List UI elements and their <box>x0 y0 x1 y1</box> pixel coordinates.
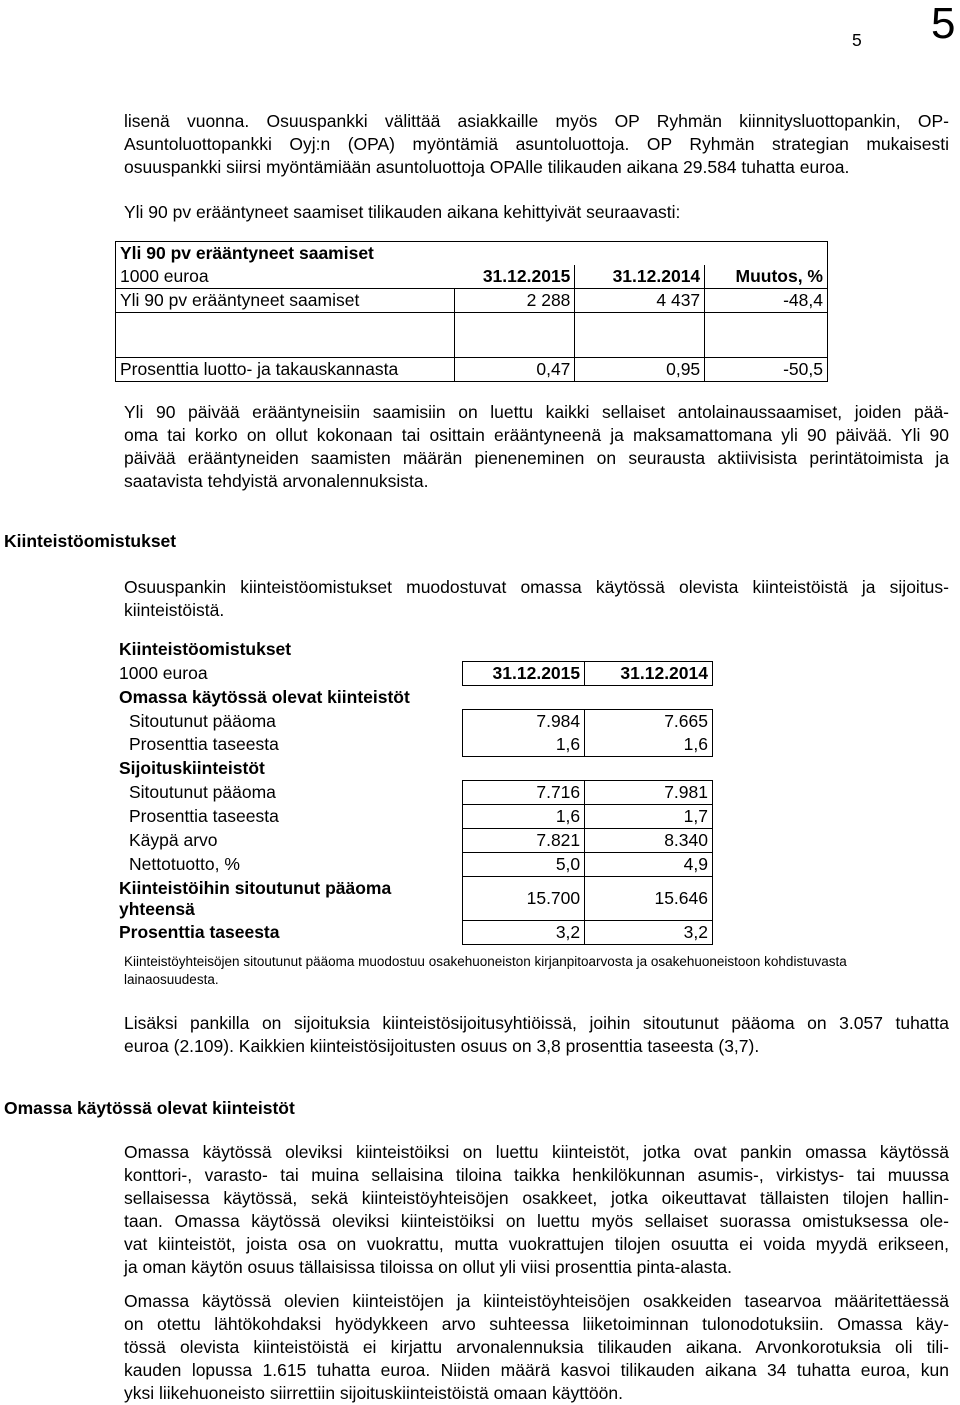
property-row-label: Käypä arvo <box>129 830 218 850</box>
text-line: sellaisessa käytössä, sekä kiinteistöyhteisöjen osakkeet, jotka oikeuttavat tällaisten tilojen hallin- <box>124 1188 949 1208</box>
text-line: euroa (2.109). Kaikkien kiinteistösijoitusten osuus on 3,8 prosenttia taseesta (3,7). <box>124 1036 760 1056</box>
property-total-label <box>115 877 463 921</box>
text-line: lisenä vuonna. Osuuspankki välittää asiakkaille myös OP Ryhmän kiinnitysluottopankin, OP- <box>124 111 949 131</box>
property-row-v1: 7.716 <box>463 781 585 805</box>
property-row-label: Prosenttia taseesta <box>129 806 279 826</box>
property-row-v1: 1,6 <box>463 733 585 757</box>
property-row-label: Omassa käytössä olevat kiinteistöt <box>119 687 410 707</box>
section2-paragraph2 <box>124 1290 949 1405</box>
text-line: Omassa käytössä oleviksi kiinteistöiksi on luettu kiinteistöt, jotka ovat pankin omassa käytössä <box>124 1142 949 1162</box>
overdue-col-2015: 31.12.2015 <box>454 265 575 289</box>
property-row-v2: 1,7 <box>585 805 713 829</box>
property-table-unit: 1000 euroa <box>119 663 208 683</box>
property-row-v1: 1,6 <box>463 805 585 829</box>
page-number-small: 5 <box>852 30 862 50</box>
overdue-row-v3: -50,5 <box>705 358 828 382</box>
overdue-row-v2: 4 437 <box>575 289 705 313</box>
overdue-col-change: Muutos, % <box>705 265 828 289</box>
text-line: yksi liikehuoneisto siirrettiin sijoituskiinteistöistä omaan käyttöön. <box>124 1383 623 1403</box>
text-line: lainaosuudesta. <box>124 972 219 987</box>
property-row-v2: 8.340 <box>585 829 713 853</box>
property-row-v2: 1,6 <box>585 733 713 757</box>
page-number-large: 5 <box>931 0 956 48</box>
property-row-v2: 7.981 <box>585 781 713 805</box>
overdue-row-label: Prosenttia luotto- ja takauskannasta <box>116 358 455 382</box>
text-line: taan. Omassa käytössä oleviksi kiinteistöiksi on luettu myös sellaiset suorassa omistuksessa ole- <box>124 1211 949 1231</box>
overdue-row-v3: -48,4 <box>705 289 828 313</box>
property-col-2015: 31.12.2015 <box>463 662 585 686</box>
property-row-label: Prosenttia taseesta <box>119 922 280 942</box>
property-row-label: Prosenttia taseesta <box>129 734 279 755</box>
property-row-v1: 7.821 <box>463 829 585 853</box>
overdue-paragraph <box>124 401 949 493</box>
property-col-2014: 31.12.2014 <box>585 662 713 686</box>
overdue-row-v2: 0,95 <box>575 358 705 382</box>
property-row-v1: 15.700 <box>463 877 585 921</box>
footnote <box>124 953 944 989</box>
property-total-label-line2: yhteensä <box>119 898 195 919</box>
text-line: Yli 90 päivää erääntyneisiin saamisiin on luettu kaikki sellaiset antolainaussaamiset, joiden pää- <box>124 402 949 422</box>
text-line: oma tai korko on ollut kokonaan tai osittain erääntyneenä ja maksamattomana yli 90 päivää. Yli 90 <box>124 425 949 445</box>
text-line: Kiinteistöyhteisöjen sitoutunut pääoma muodostuu osakehuoneiston kirjanpitoarvosta ja osakehuoneistoon kohdistuvasta <box>124 954 847 969</box>
text-line: kiinteistöistä. <box>124 600 225 620</box>
property-table-title: Kiinteistöomistukset <box>119 639 292 659</box>
overdue-table-unit: 1000 euroa <box>116 265 455 289</box>
overdue-row-v1: 2 288 <box>454 289 575 313</box>
extra-paragraph <box>124 1012 949 1058</box>
property-row-v1: 3,2 <box>463 921 585 945</box>
text-line: ja oman käytön osuus tällaisissa tiloissa on ollut yli viisi prosenttia pinta-alasta. <box>124 1257 732 1277</box>
overdue-row-label: Yli 90 pv erääntyneet saamiset <box>116 289 455 313</box>
property-row-v1: 7.984 <box>463 710 585 734</box>
property-row-label: Sitoutunut pääoma <box>129 710 276 731</box>
text-line: Osuuspankin kiinteistöomistukset muodostuvat omassa käytössä olevista kiinteistöistä ja sijoitus- <box>124 577 949 597</box>
property-total-label-line1: Kiinteistöihin sitoutunut pääoma <box>119 877 392 898</box>
overdue-intro: Yli 90 pv erääntyneet saamiset tilikauden aikana kehittyivät seuraavasti: <box>124 202 681 222</box>
property-row-v2: 4,9 <box>585 853 713 877</box>
text-line: Lisäksi pankilla on sijoituksia kiinteistösijoitusyhtiöissä, joihin sitoutunut pääoma on 3.057 tuhatta <box>124 1013 949 1033</box>
text-line: Asuntoluottopankki Oyj:n (OPA) myöntämiä asuntoluottoja. OP Ryhmän strategian mukaisesti <box>124 134 949 154</box>
section1-intro <box>124 576 949 622</box>
overdue-col-2014: 31.12.2014 <box>575 265 705 289</box>
property-row-label: Sitoutunut pääoma <box>129 782 276 802</box>
text-line: on otettu lähtökohdaksi hyödykkeen arvo suhteessa liiketoiminnan tulonodotuksiin. Omassa käy- <box>124 1314 949 1334</box>
text-line: saatavista tehdyistä arvonalennuksista. <box>124 471 429 491</box>
text-line: konttori-, varasto- tai muina sellaisina tiloina taikka henkilökunnan asumis-, virkistys- tai muussa <box>124 1165 949 1185</box>
text-line: tössä olevista kiinteistöistä ei kirjattu arvonalennuksia tilikauden aikana. Arvonkorotuksia oli tili- <box>124 1337 949 1357</box>
text-line: Omassa käytössä olevien kiinteistöjen ja kiinteistöyhteisöjen osakkeiden tasearvoa määritettäessä <box>124 1291 949 1311</box>
section2-paragraph1 <box>124 1141 949 1279</box>
property-row-label: Nettotuotto, % <box>129 854 240 874</box>
section-heading-kiinteistoomistukset: Kiinteistöomistukset <box>4 531 177 551</box>
section-heading-omassa-kaytossa: Omassa käytössä olevat kiinteistöt <box>4 1098 295 1118</box>
text-line: kauden lopussa 1.615 tuhatta euroa. Niiden määrä kasvoi tilikauden aikana 34 tuhatta euroa, kun <box>124 1360 949 1380</box>
text-line: vat kiinteistöt, joista osa on vuokrattu, mutta vuokrattujen tilojen osuutta ei voida myydä erikseen, <box>124 1234 949 1254</box>
text-line: osuuspankki siirsi myöntämiään asuntoluottoja OPAlle tilikauden aikana 29.584 tuhatta euroa. <box>124 157 850 177</box>
overdue-row-v1: 0,47 <box>454 358 575 382</box>
property-row-label: Sijoituskiinteistöt <box>119 758 265 778</box>
intro-paragraph <box>124 110 949 179</box>
property-row-v2: 3,2 <box>585 921 713 945</box>
overdue-table <box>115 241 828 382</box>
text-line: päivää erääntyneiden saamisten määrän pieneneminen on seurausta aktiivisista perintätoimista ja <box>124 448 949 468</box>
overdue-table-title: Yli 90 pv erääntyneet saamiset <box>116 242 828 266</box>
property-row-v2: 7.665 <box>585 710 713 734</box>
property-table <box>115 638 713 945</box>
property-row-v1: 5,0 <box>463 853 585 877</box>
property-row-v2: 15.646 <box>585 877 713 921</box>
